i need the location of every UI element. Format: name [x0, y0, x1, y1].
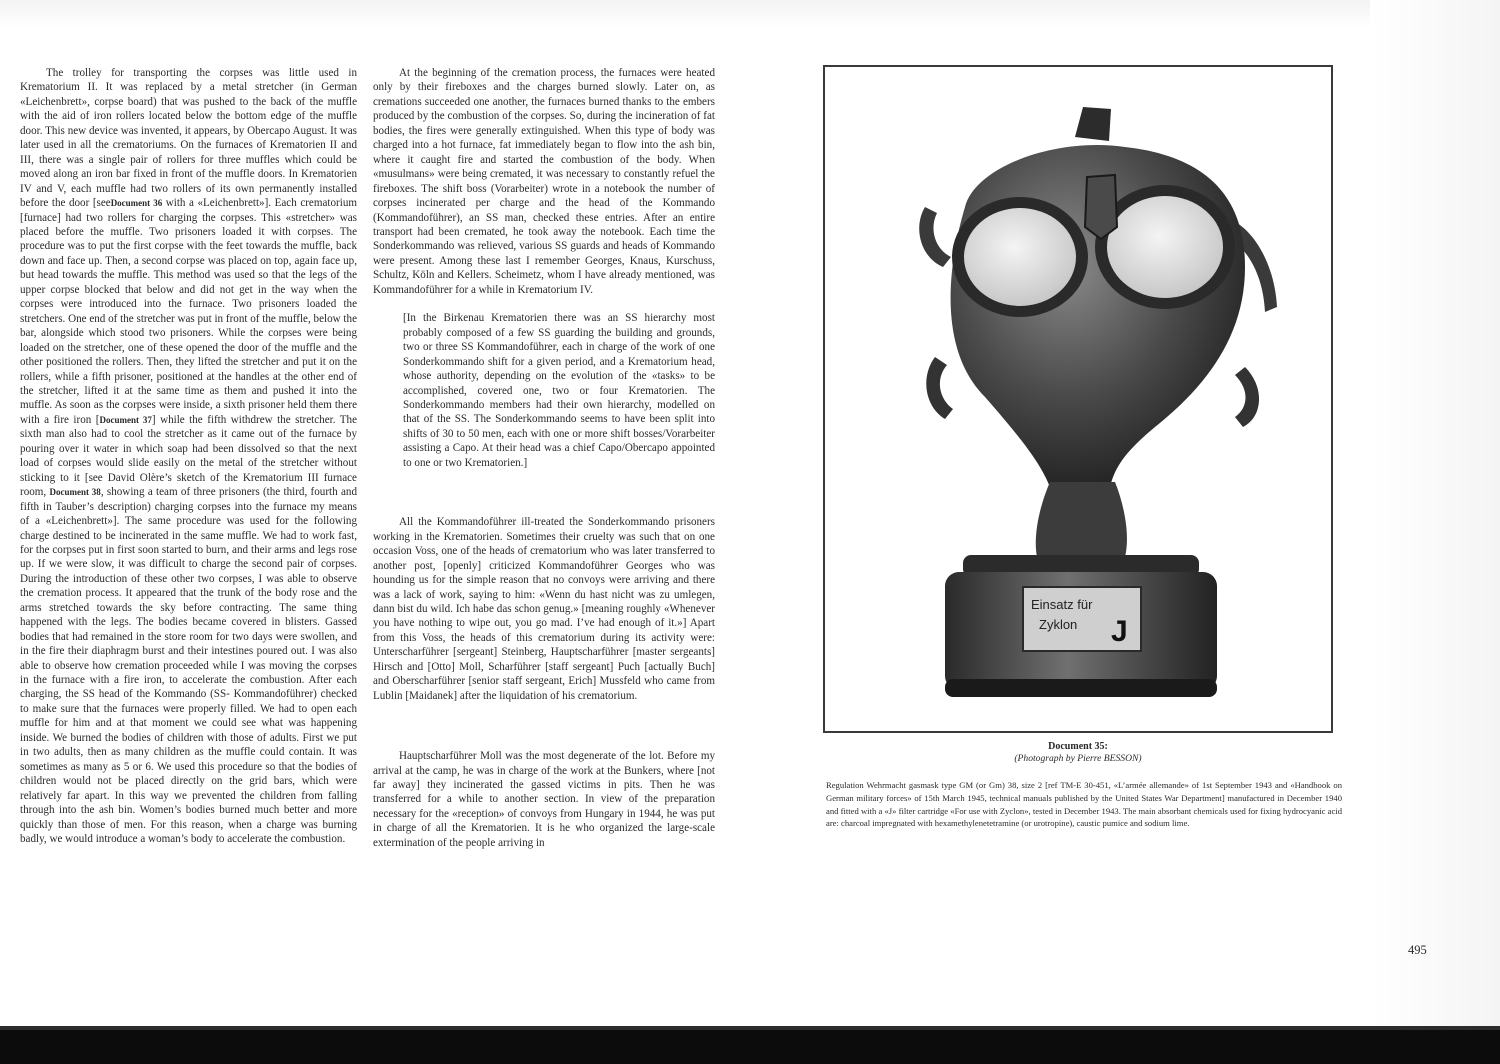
label-line1: Einsatz für [1031, 597, 1093, 612]
page-number: 495 [1408, 943, 1427, 957]
scan-top-shadow [0, 0, 1500, 28]
harness-buckle [1235, 367, 1259, 427]
figure-caption: Regulation Wehrmacht gasmask type GM (or Gm) 38, size 2 [ref TM-E 30-451, «L’armée allemande» of 1st September 1943 and «Handbook on German military forces» of 15th March 1945, technical manuals published by the United States War Department] manufactured in December 1940 and fitted with a «J» filter cartridge «For use with Zyclon», tested in December 1943. The main absorbant chemicals used for fixing hydrocyanic acid are: charcoal impregnated with hexamethylenetetramine (or urotropine), caustic pumice and sodium lime. [826, 780, 1342, 829]
harness-strap [919, 207, 951, 267]
harness-buckle [926, 357, 953, 419]
text-run: The trolley for transporting the corpses was little used in Krematorium II. It was replaced by a metal stretcher (in German «Leichenbrett», corpse board) that was pushed to the back of the muffle with the aid of iron rollers located below the bottom edge of the muffle door. This new device was invented, it appears, by Obercapo August. It was later used in all the crematoriums. On the furnaces of Krematorien II and III, there was a single pair of rollers for three muffles which could be moved along an iron bar fixed in front of the muffle doors. In Krematorien IV and V, each muffle had two rollers of its own permanently installed before the door [see [20, 67, 357, 210]
nose-clip [1085, 175, 1117, 239]
figure-credit: (Photograph by Pierre BESSON) [1014, 753, 1142, 764]
left-column [20, 66, 357, 846]
gasmask-illustration [825, 67, 1331, 731]
middle-column [373, 66, 715, 850]
label-line2: Zyklon [1039, 617, 1078, 632]
scan-right-shadow [1370, 0, 1500, 1030]
eyepiece-lens-right [1107, 196, 1223, 298]
scan-edge-highlight [0, 1026, 1500, 1030]
paragraph-furnaces: At the beginning of the cremation process, the furnaces were heated only by their fireboxes and the charges burned slowly. Later on, as cremations succeeded one another, the furnaces burned thanks to the embers produced by the combustion of the corpses. So, during the incineration of fat bodies, the fires were generally extinguished. When this type of body was charged into a hot furnace, fat immediately began to flow into the ash bin, where it caught fire and started the combustion of the body. When «musulmans» were being cremated, it was necessary to constantly refuel the fireboxes. The shift boss (Vorarbeiter) wrote in a notebook the number of corpses incinerated per charge and the head of the Kommando (Kommandoführer), an SS man, checked these entries. After an entire transport had been cremated, he took away the notebook. Each time the Sonderkommando was relieved, various SS guards and heads of Kommando were present. Among these last I remember Georges, Knaus, Kurschuss, Schultz, Köln and Kellers. Scheimetz, whom I have already mentioned, was Kommandoführer for a while in Krematorium IV. [373, 67, 715, 296]
document-reference: Document 36 [110, 198, 163, 209]
eyepiece-lens-left [964, 208, 1076, 306]
canister-bottom-ring [945, 679, 1217, 697]
text-run: , showing a team of three prisoners (the third, fourth and fifth in Tauber’s description) charging corpses into the furnace my means of a «Leichenbrett»]. The same procedure was used for the following charge destined to be incinerated in the same muffle. We had to work fast, for the corpses put in first soon started to burn, and their arms and legs rose up. If we were slow, it was difficult to charge the second pair of corpses. During the introduction of these other two corpses, I was able to observe the cremation process. It appeared that the trunk of the body rose and the arms stretched towards the sky before contracting. The same thing happened with the legs. The bodies became covered in blisters. Gassed bodies that had remained in the store room for two days were swollen, and in the fire their diaphragm burst and their intestines poured out. I was also able to observe how cremation proceeded while I was moving the corpses in the furnace with a fire iron, to accelerate the combustion. After each charging, the SS head of the Kommando (SS- Kommandoführer) checked to make sure that the furnaces were properly filled. We had to open each muffle for him and at that moment we could see what was happening inside. We burned the bodies of children with those of adults. First we put in two adults, then as many children as the muffle could contain. It was sometimes as many as 5 or 6. We used this procedure so that the bodies of children would not be placed directly on the grid bars, which were relatively far apart. In this way we prevented the children from falling through into the ash bin. Women’s bodies burned much better and more quickly than those of men. For this reason, when a charge was burning badly, we would introduce a woman’s body to accelerate the combustion. [20, 486, 358, 846]
document-reference: Document 38 [49, 487, 101, 498]
head-strap [1075, 107, 1111, 141]
paragraph-moll: Hauptscharführer Moll was the most degenerate of the lot. Before my arrival at the camp, he was in charge of the work at the Bunkers, where [not far away] they incinerated the gassed victims in pits. Then he was transferred for a while to another section. In view of the preparation necessary for the «reception» of convoys from Hungary in 1944, he was put in charge of all the Krematorien. It is he who organized the large-scale extermination of the people arriving in [373, 750, 715, 849]
mask-neck [1036, 482, 1127, 557]
paragraph-kommandofuhrer: All the Kommandoführer ill-treated the Sonderkommando prisoners working in the Krematorien. Sometimes their cruelty was such that on one occasion Voss, one of the heads of crematorium who was later transferred to another post, [openly] criticized Kommandoführer Georges who was hounding us for the simple reason that no convoys were arriving and there was a lack of work, saying to him: «Wenn du hast nicht was zu umlegen, dann bist du wild. Ich habe das schon genug.» [meaning roughly «Whenever you have nothing to wipe out, you go mad. I’ve had enough of it.»] Apart from this Voss, the heads of this crematorium during its activity were: Unterscharführer [sergeant] Steinberg, Hauptscharführer [master sergeants] Hirsch and [Otto] Moll, Scharführer [staff sergeant] Puch [actually Buch] and Oberscharführer [senior staff sergeant, Erich] Mussfeld who came from Lublin [Maidanek] after the liquidation of his crematorium. [373, 516, 715, 702]
left-paragraph [20, 66, 357, 846]
label-letter: J [1111, 615, 1128, 648]
scan-bottom-edge [0, 1026, 1500, 1064]
gasmask-photo [823, 65, 1333, 733]
text-run: ] while the fifth withdrew the stretcher. The sixth man also had to cool the stretcher as it came out of the furnace by pouring over it water in which soap had been dissolved so that the next load of corpses would slide easily on the metal of the stretcher without sticking to it [see David Olère’s sketch of the Krematorium III furnace room, [20, 413, 357, 499]
paragraph-editorial-note: [In the Birkenau Krematorien there was an SS hierarchy most probably composed of a few SS guarding the building and grounds, two or three SS Kommandoführer, each in charge of the work of one Sonderkommando shift for a given period, and a Krematorium head, whose authority, depending on the evolution of the «tasks» to be accomplished, covered one, two or four Krematorien. The Sonderkommando members had their own hierarchy, modelled on that of the SS. The Sonderkommando seems to have been split into shifts of 30 to 50 men, each with one or more shift bosses/Vorarbeiter assisting a Capo. At their head was a chief Capo/Obercapo appointed to one or two Krematorien.] [403, 312, 715, 469]
document-reference: Document 37 [99, 414, 152, 425]
text-run: with a «Leichenbrett»]. Each crematorium [furnace] had two rollers for charging the corpses. This «stretcher» was placed before the muffle. Two prisoners loaded it with corpses. The procedure was to put the first corpse with the feet towards the muffle, back down and face up. Then, a second corpse was placed on top, again face up, but head towards the muffle. This method was used so that the legs of the upper corpse blocked that below and did not get in the way when the corpses were introduced into the furnace. Two prisoners loaded the stretchers. One end of the stretcher was put in front of the muffle, below the bar, alongside which stood two prisoners. While the corpses were being loaded on the stretcher, one of these opened the door of the muffle and the other positioned the rollers. Then, they lifted the stretcher and put it on the rollers, while a fifth prisoner, positioned at the handles at the other end of the stretcher, lifted it at the same time as them and pushed it into the muffle. As soon as the corpses were inside, a sixth prisoner held them there with a fire iron [ [20, 197, 357, 426]
figure-title: Document 35: [1048, 741, 1108, 752]
